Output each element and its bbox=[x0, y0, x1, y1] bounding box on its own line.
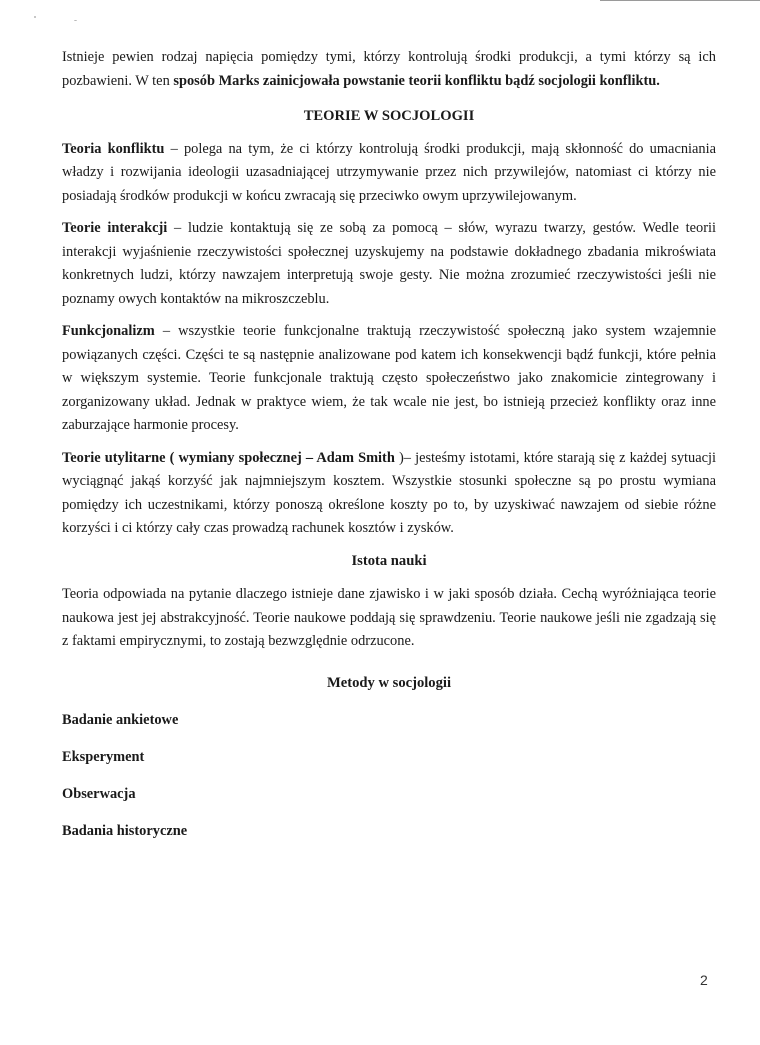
theory-term: Teorie utylitarne ( wymiany społecznej – Adam Smith bbox=[62, 449, 395, 466]
document-body bbox=[62, 46, 716, 857]
metody-title: Metody w socjologii bbox=[326, 674, 452, 691]
scan-speck bbox=[34, 16, 36, 18]
theory-text: – ludzie kontaktują się ze sobą za pomocą – słów, wyrazu twarzy, gestów. Wedle teorii interakcji wyjaśnienie rzeczywistości społecznej uzyskujemy na podstawie dokładnego zbadania mikroświata konkretnych ludzi, którzy nawzajem interpretują swoje gesty. Nie można zrozumieć rzeczywistości jeśli nie poznamy owych kontaktów na mikroszczeblu. bbox=[62, 220, 716, 307]
istota-title: Istota nauki bbox=[351, 552, 427, 569]
intro-bold-text: sposób Marks zainicjowała powstanie teorii konfliktu bądź socjologii konfliktu. bbox=[173, 72, 660, 89]
method-item: Badania historyczne bbox=[62, 823, 188, 839]
theory-paragraph-functionalism bbox=[62, 320, 716, 438]
theory-paragraph-conflict bbox=[62, 138, 716, 209]
method-item: Badanie ankietowe bbox=[62, 712, 179, 728]
theory-term: Teoria konfliktu bbox=[62, 140, 165, 157]
section-title: TEORIE W SOCJOLOGII bbox=[303, 108, 475, 124]
page-number: 2 bbox=[700, 972, 708, 988]
method-item: Obserwacja bbox=[62, 786, 136, 802]
scan-edge-line bbox=[600, 0, 760, 1]
theory-term: Teorie interakcji bbox=[62, 220, 168, 236]
theory-term: Funkcjonalizm bbox=[62, 323, 155, 339]
istota-paragraph: Teoria odpowiada na pytanie dlaczego istnieje dane zjawisko i w jaki sposób działa. Cechą wyróżniająca teorie naukowa jest jej abstrakcyjność. Teorie naukowe poddają się sprawdzeniu. Teorie naukowe jeśli nie zgadzają się z faktami empirycznymi, to zostają bezwzględnie odrzucone. bbox=[62, 586, 716, 649]
theory-text: – wszystkie teorie funkcjonalne traktują rzeczywistość społeczną jako system wzajemnie powiązanych części. Części te są następnie analizowane pod katem ich konsekwencji bądź funkcji, które pełnia w większym systemie. Teorie funkcjonale traktują często społeczeństwo jako znakomicie zintegrowany i zorganizowany układ. Jednak w praktyce wiem, że tak wcale nie jest, bo istnieją przecież konflikty oraz inne zaburzające harmonie procesy. bbox=[62, 323, 716, 433]
intro-text: Istnieje pewien rodzaj napięcia pomiędzy tymi, którzy kontrolują środki produkcji, a tymi którzy są ich pozbawieni. W ten bbox=[62, 49, 716, 89]
scan-speck bbox=[74, 20, 77, 21]
theory-paragraph-utilitarian bbox=[62, 447, 716, 541]
theory-paragraph-interaction bbox=[62, 217, 716, 311]
intro-paragraph bbox=[62, 46, 716, 93]
theory-text: – polega na tym, że ci którzy kontrolują środki produkcji, mają skłonność do umacniania władzy i rozwijania ideologii uzasadniającej utrzymywanie przez nich przywilejów, natomiast ci którzy nie posiadają środków produkcji w końcu zwracają się przeciwko owym uprzywilejowanym. bbox=[62, 140, 716, 204]
methods-list bbox=[62, 709, 716, 844]
method-item: Eksperyment bbox=[62, 749, 145, 765]
theory-text: )– jesteśmy istotami, które starają się z każdej sytuacji wyciągnąć jakąś korzyść jak najmniejszym kosztem. Wszystkie stosunki społeczne są po prostu wymiana pomiędzy ich uczestnikami, którzy ponoszą określone koszty po to, by uzyskiwać nawzajem od siebie różne korzyści i ci którzy cały czas prowadzą rachunek kosztów i zysków. bbox=[62, 449, 717, 536]
